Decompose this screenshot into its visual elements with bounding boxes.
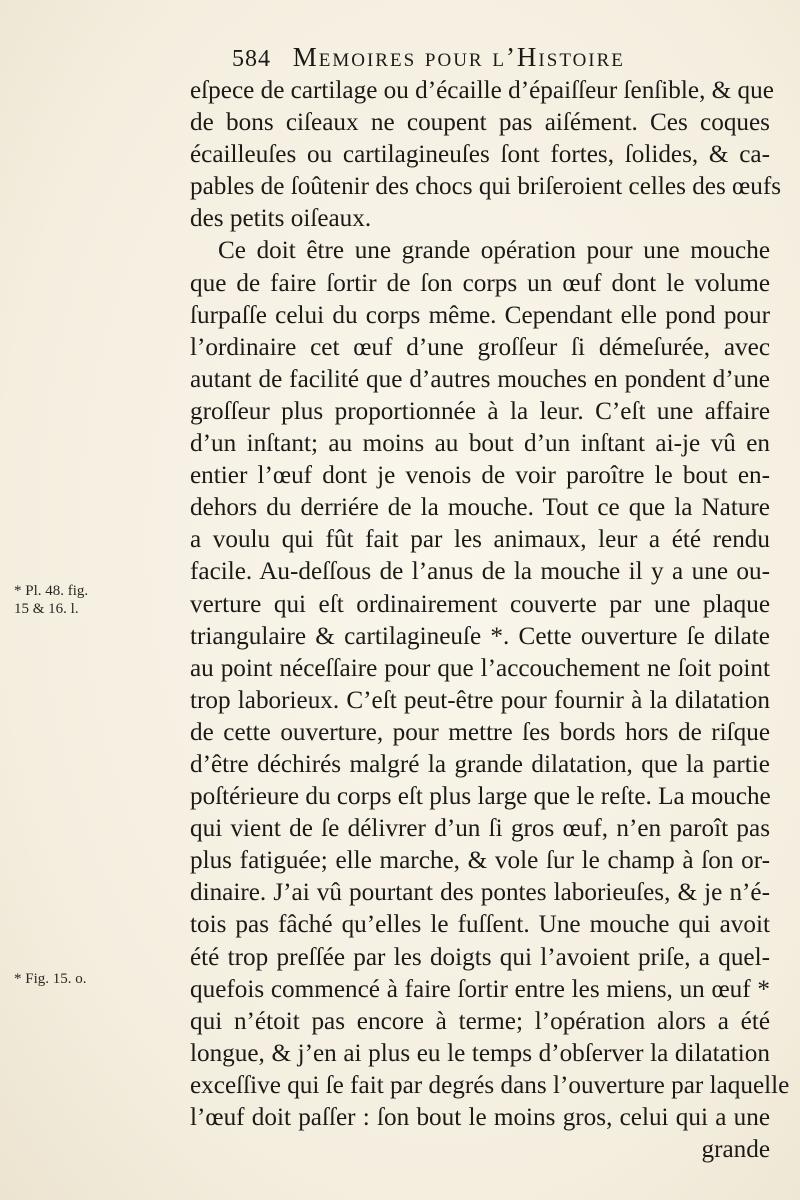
text-line: ſurpaſſe celui du corps même. Cependant elle pond pour <box>190 301 770 329</box>
text-line: d’un inſtant; au moins au bout d’un inſtant ai-je vû en <box>190 430 770 458</box>
text-line: été trop preſſée par les doigts qui l’avoient priſe, a quel- <box>190 943 770 971</box>
text-line: a voulu qui fût fait par les animaux, leur a été rendu <box>190 526 770 554</box>
text-line: de cette ouverture, pour mettre ſes bords hors de riſque <box>190 718 770 746</box>
body-text <box>190 75 790 1166</box>
text-line: autant de facilité que d’autres mouches en pondent d’une <box>190 365 770 393</box>
text-line: Ce doit être une grande opération pour une mouche <box>218 237 770 265</box>
text-line: dinaire. J’ai vû pourtant des pontes laborieuſes, & je n’é- <box>190 879 770 907</box>
text-line: dehors du derriére de la mouche. Tout ce que la Nature <box>190 494 770 522</box>
text-line: l’ordinaire cet œuf d’une groſſeur ſi démeſurée, avec <box>190 333 770 361</box>
text-line: entier l’œuf dont je venois de voir paroître le bout en- <box>190 462 770 490</box>
text-line: l’œuf doit paſſer : ſon bout le moins gros, celui qui a une <box>190 1104 770 1131</box>
text-line: des petits oiſeaux. <box>190 205 372 233</box>
text-line: écailleuſes ou cartilagineuſes ſont fortes, ſolides, & ca- <box>190 141 770 169</box>
text-line: triangulaire & cartilagineuſe *. Cette ouverture ſe dilate <box>190 622 770 650</box>
text-line: qui vient de ſe délivrer d’un ſi gros œuf, n’en paroît pas <box>190 815 770 843</box>
text-line: groſſeur plus proportionnée à la leur. C’eſt une affaire <box>190 397 770 425</box>
margin-note-plate-reference <box>14 582 184 618</box>
text-line: d’être déchirés malgré la grande dilatation, que la partie <box>190 750 770 778</box>
text-line: tois pas fâché qu’elles le fuſſent. Une mouche qui avoit <box>190 911 770 939</box>
margin-note-figure-reference <box>14 970 184 988</box>
text-line: exceſſive qui ſe fait par degrés dans l’ouverture par laquelle <box>190 1071 790 1099</box>
text-line: grande <box>701 1136 770 1164</box>
text-line: trop laborieux. C’eſt peut-être pour fournir à la dilatation <box>190 686 770 714</box>
text-line: eſpece de cartilage ou d’écaille d’épaiſſeur ſenſible, & que <box>190 77 774 104</box>
text-line: facile. Au-deſſous de l’anus de la mouche il y a une ou- <box>190 558 770 586</box>
text-line: longue, & j’en ai plus eu le temps d’obſerver la dilatation <box>190 1039 770 1067</box>
running-head <box>232 42 625 73</box>
running-title: Memoires pour l’Histoire <box>292 42 625 72</box>
margin-note-line: * Pl. 48. fig. <box>14 583 89 599</box>
text-line: qui n’étoit pas encore à terme; l’opération alors a été <box>190 1007 770 1035</box>
text-line: poſtérieure du corps eſt plus large que le reſte. La mouche <box>190 783 771 811</box>
text-line: au point néceſſaire pour que l’accouchement ne ſoit point <box>190 654 770 682</box>
text-line: de bons ciſeaux ne coupent pas aiſément. Ces coques <box>190 109 770 137</box>
text-line: plus fatiguée; elle marche, & vole ſur le champ à ſon or- <box>190 847 770 875</box>
text-line: pables de ſoûtenir des chocs qui briſeroient celles des œufs <box>190 173 782 201</box>
text-line: verture qui eſt ordinairement couverte par une plaque <box>190 590 770 618</box>
text-line: que de faire ſortir de ſon corps un œuf dont le volume <box>190 269 770 297</box>
text-line: quefois commencé à faire ſortir entre les miens, un œuf * <box>190 975 770 1003</box>
margin-note-line: * Fig. 15. o. <box>14 971 87 987</box>
page-number: 584 <box>232 46 271 72</box>
margin-note-line: 15 & 16. l. <box>14 601 79 617</box>
